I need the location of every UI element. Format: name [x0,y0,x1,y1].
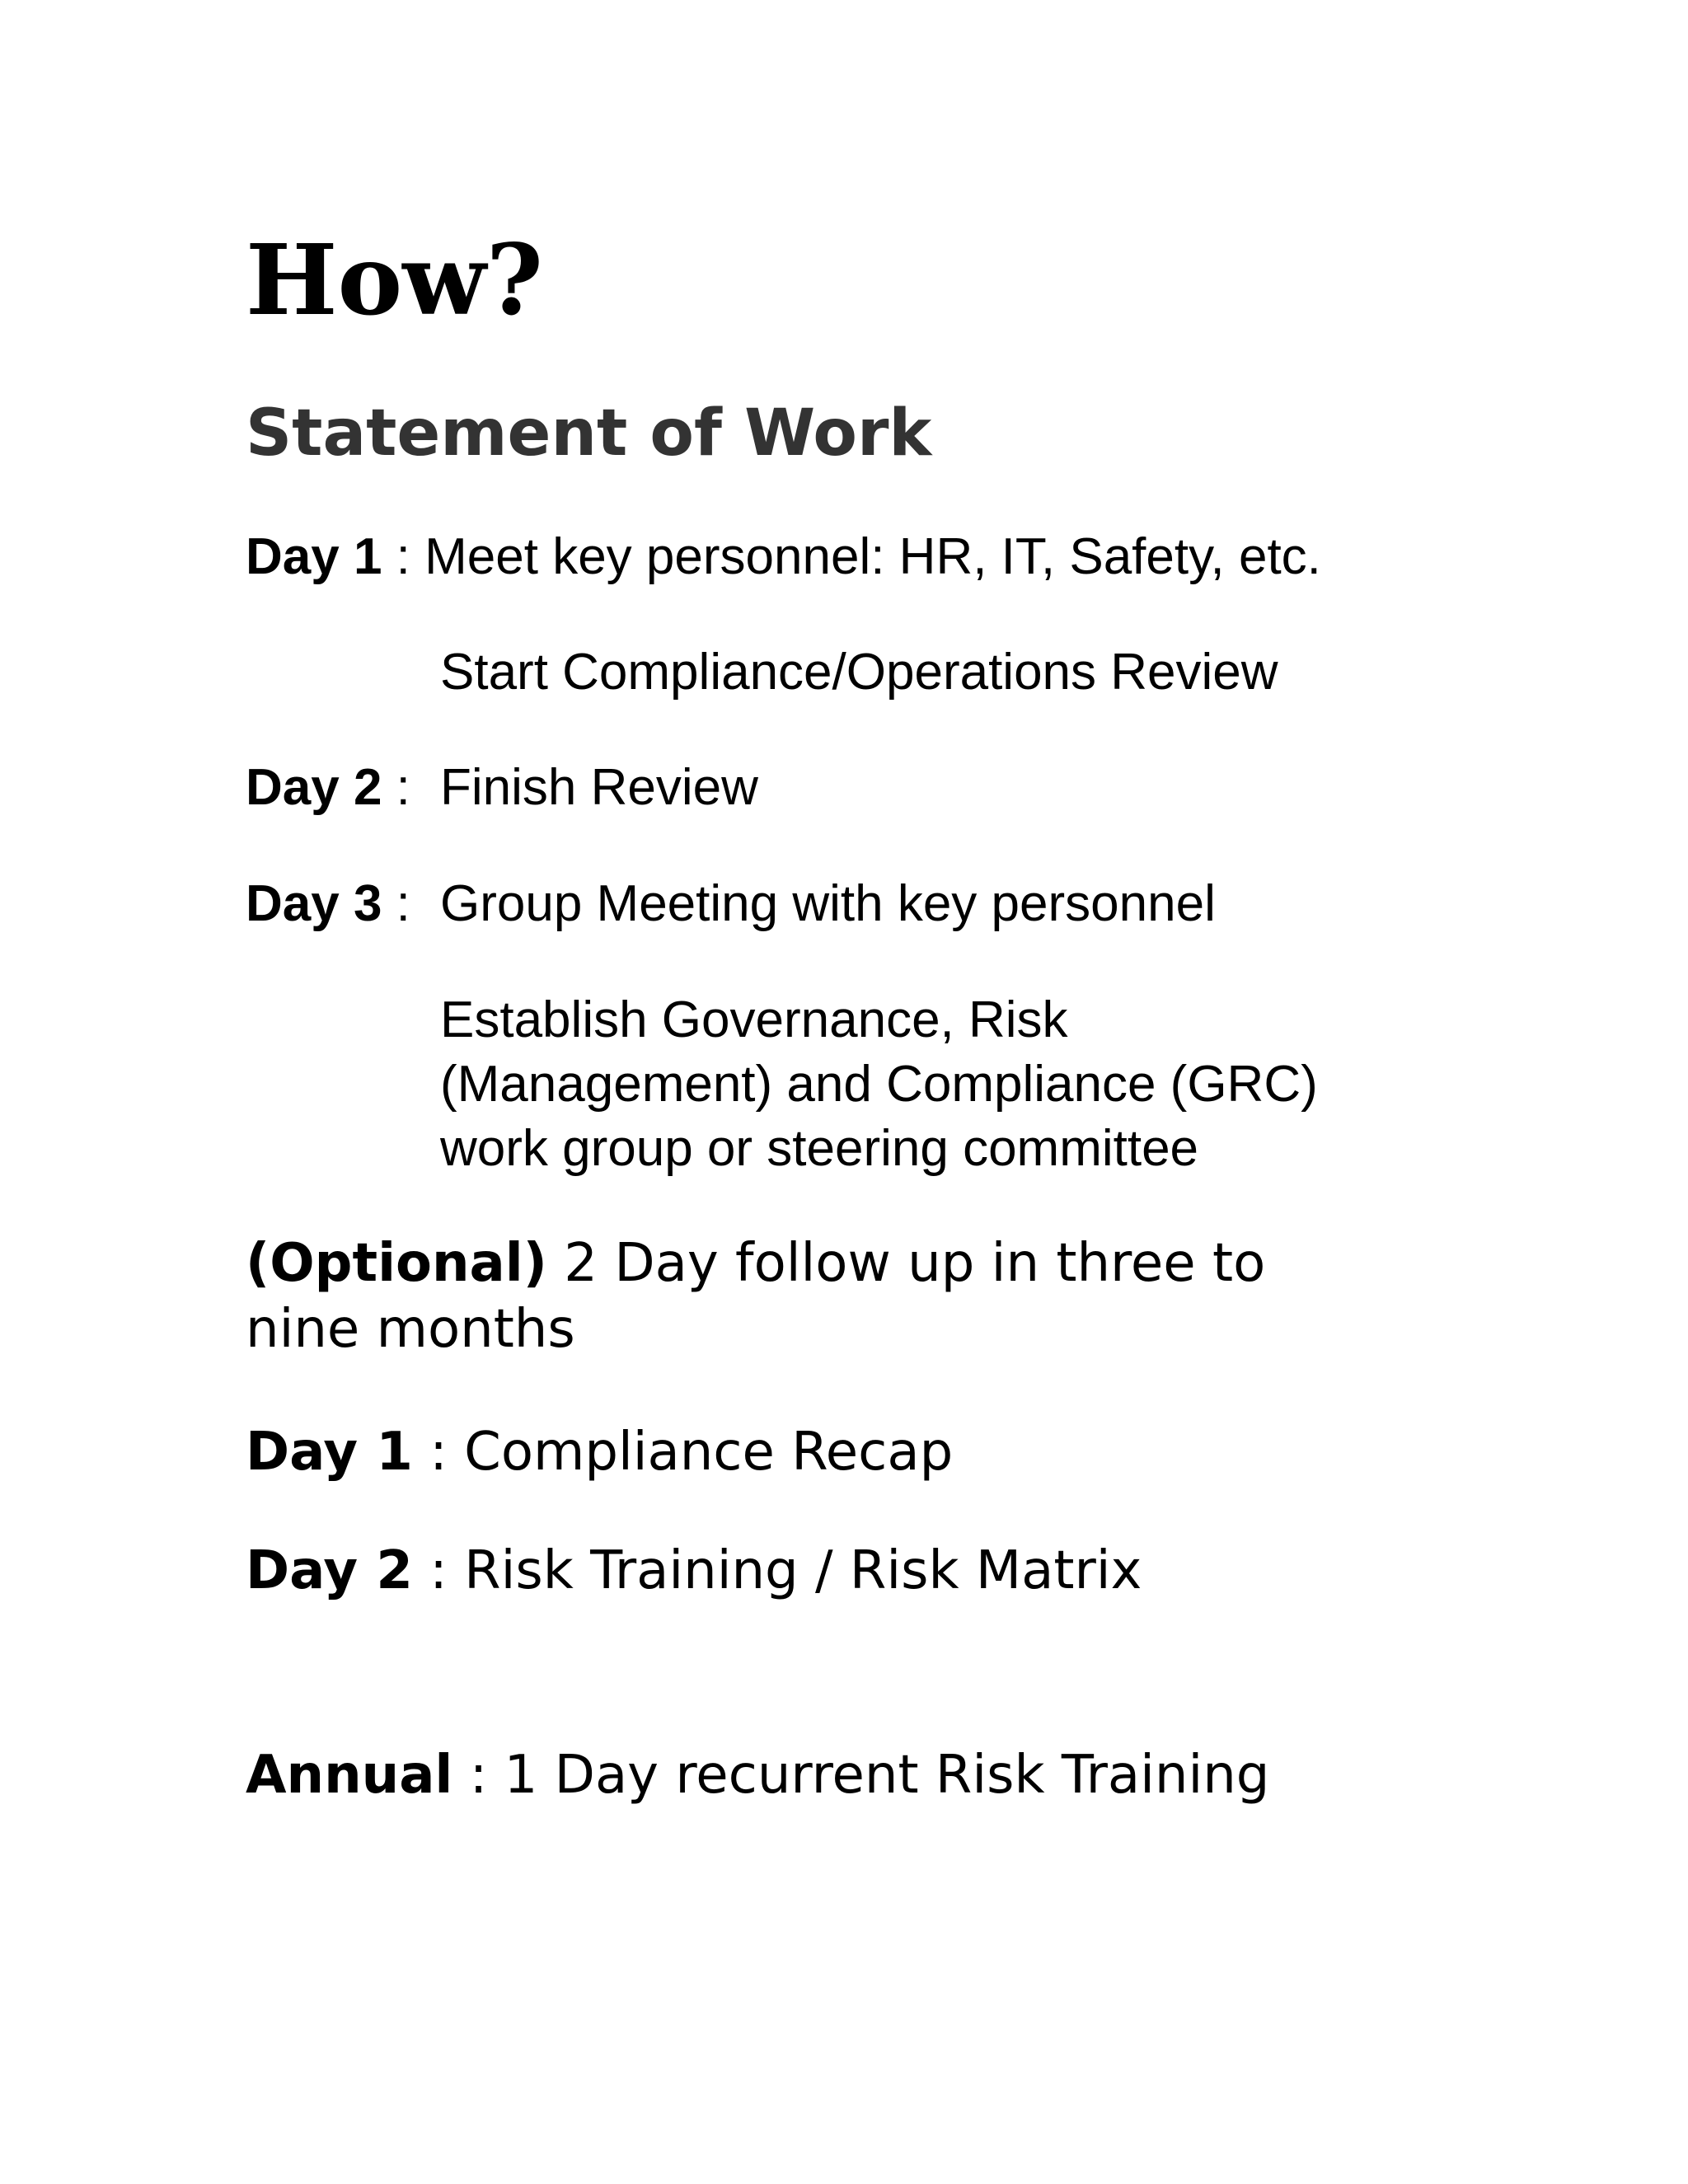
page-title: How? [246,223,543,337]
day1-label: Day 1 [246,528,382,585]
followup-day2-label: Day 2 [246,1540,413,1601]
followup-day1-text: Compliance Recap [464,1422,954,1483]
day2-separator: : [382,759,410,816]
followup-day1-line [246,1419,953,1485]
day2-text: Finish Review [440,759,758,816]
annual-label: Annual [246,1745,453,1806]
optional-text-line1: 2 Day follow up in three to [546,1233,1266,1294]
optional-text-line2: nine months [246,1299,575,1360]
followup-day2-line [246,1538,1142,1604]
optional-line1 [246,1230,1265,1296]
annual-text: 1 Day recurrent Risk Training [504,1745,1270,1806]
day3-extra-line: work group or steering committee [440,1120,1199,1177]
day3-text: Group Meeting with key personnel [440,875,1216,932]
annual-separator: : [452,1745,504,1806]
day3-label-wrap [246,872,410,936]
optional-block [246,1230,1265,1362]
day3-extra-line: Establish Governance, Risk [440,991,1068,1048]
day3-separator: : [382,875,410,932]
day3-extra-line: (Management) and Compliance (GRC) [440,1056,1318,1113]
annual-line [246,1742,1269,1808]
day2-label: Day 2 [246,759,382,816]
optional-label: (Optional) [246,1233,547,1294]
day2-label-wrap [246,756,410,820]
followup-day1-separator: : [412,1422,465,1483]
section-heading: Statement of Work [246,396,932,471]
followup-day2-separator: : [412,1540,465,1601]
day1-separator: : [382,528,425,585]
day3-label: Day 3 [246,875,382,932]
followup-day2-text: Risk Training / Risk Matrix [464,1540,1142,1601]
day1-text: Meet key personnel: HR, IT, Safety, etc. [424,528,1321,585]
day1-extra: Start Compliance/Operations Review [440,644,1278,701]
followup-day1-label: Day 1 [246,1422,413,1483]
day1-line [246,525,1321,589]
day3-extra-block [440,988,1318,1181]
